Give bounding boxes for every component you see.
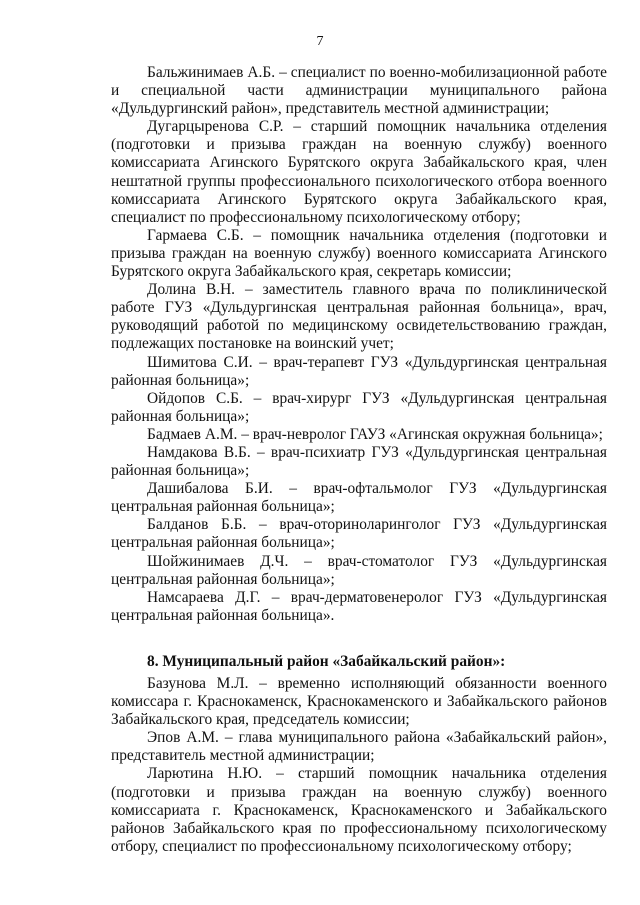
page-number: 7	[316, 34, 324, 49]
section-heading: 8. Муниципальный район «Забайкальский район»:	[147, 652, 506, 670]
paragraph-shoizhinimaev: Шойжинимаев Д.Ч. – врач-стоматолог ГУЗ «Дульдургинская центральная районная больница»;	[111, 552, 607, 588]
paragraph-oidopov: Ойдопов С.Б. – врач-хирург ГУЗ «Дульдургинская центральная районная больница»;	[111, 389, 607, 425]
paragraph-baldanov: Балданов Б.Б. – врач-оториноларинголог ГУЗ «Дульдургинская центральная районная больница»;	[111, 516, 607, 552]
paragraph-namsaraeva: Намсараева Д.Г. – врач-дерматовенеролог ГУЗ «Дульдургинская центральная районная больница».	[111, 588, 607, 624]
section-spacer	[111, 625, 607, 629]
paragraph-badmaev: Бадмаев А.М. – врач-невролог ГАУЗ «Агинская окружная больница»;	[147, 425, 603, 443]
paragraph-dashibalova: Дашибалова Б.И. – врач-офтальмолог ГУЗ «Дульдургинская центральная районная больница»;	[111, 480, 607, 516]
paragraph-shimitova: Шимитова С.И. – врач-терапевт ГУЗ «Дульдургинская центральная районная больница»;	[111, 353, 607, 389]
paragraph-baljinimaev: Бальжинимаев А.Б. – специалист по военно-мобилизационной работе и специальной части администрации муниципального района «Дульдургинский район», представитель местной администрации;	[111, 64, 607, 118]
paragraph-laryutina: Ларютина Н.Ю. – старший помощник начальника отделения (подготовки и призыва граждан на военную службу) военного комиссариата г. Краснокаменск, Краснокаменского и Забайкальского районов Забайкальского края по профессиональному психологическому отбору, специалист по профессиональному психологическому отбору;	[111, 765, 607, 855]
paragraph-dugartsyrenova: Дугарцыренова С.Р. – старший помощник начальника отделения (подготовки и призыва граждан на военную службу) военного комиссариата Агинского Бурятского округа Забайкальского края, член нештатной группы профессионального психологического отбора военного комиссариата Агинского Бурятского округа Забайкальского края, специалист по профессиональному психологическому отбору;	[111, 118, 607, 226]
paragraph-garmaeva: Гармаева С.Б. – помощник начальника отделения (подготовки и призыва граждан на военную службу) военного комиссариата Агинского Бурятского округа Забайкальского края, секретарь комиссии;	[111, 226, 607, 281]
paragraph-namdakova: Намдакова В.Б. – врач-психиатр ГУЗ «Дульдургинская центральная районная больница»;	[111, 443, 607, 480]
paragraph-dolina: Долина В.Н. – заместитель главного врача по поликлинической работе ГУЗ «Дульдургинская центральная районная больница», врач, руководящий работой по медицинскому освидетельствованию граждан, подлежащих постановке на воинский учет;	[111, 281, 607, 353]
document-body	[111, 64, 607, 856]
paragraph-epov: Эпов А.М. – глава муниципального района «Забайкальский район», представитель местной администрации;	[111, 729, 607, 765]
paragraph-bazunova: Базунова М.Л. – временно исполняющий обязанности военного комиссара г. Краснокаменск, Краснокаменского и Забайкальского районов Забайкальского края, председатель комиссии;	[111, 675, 607, 729]
